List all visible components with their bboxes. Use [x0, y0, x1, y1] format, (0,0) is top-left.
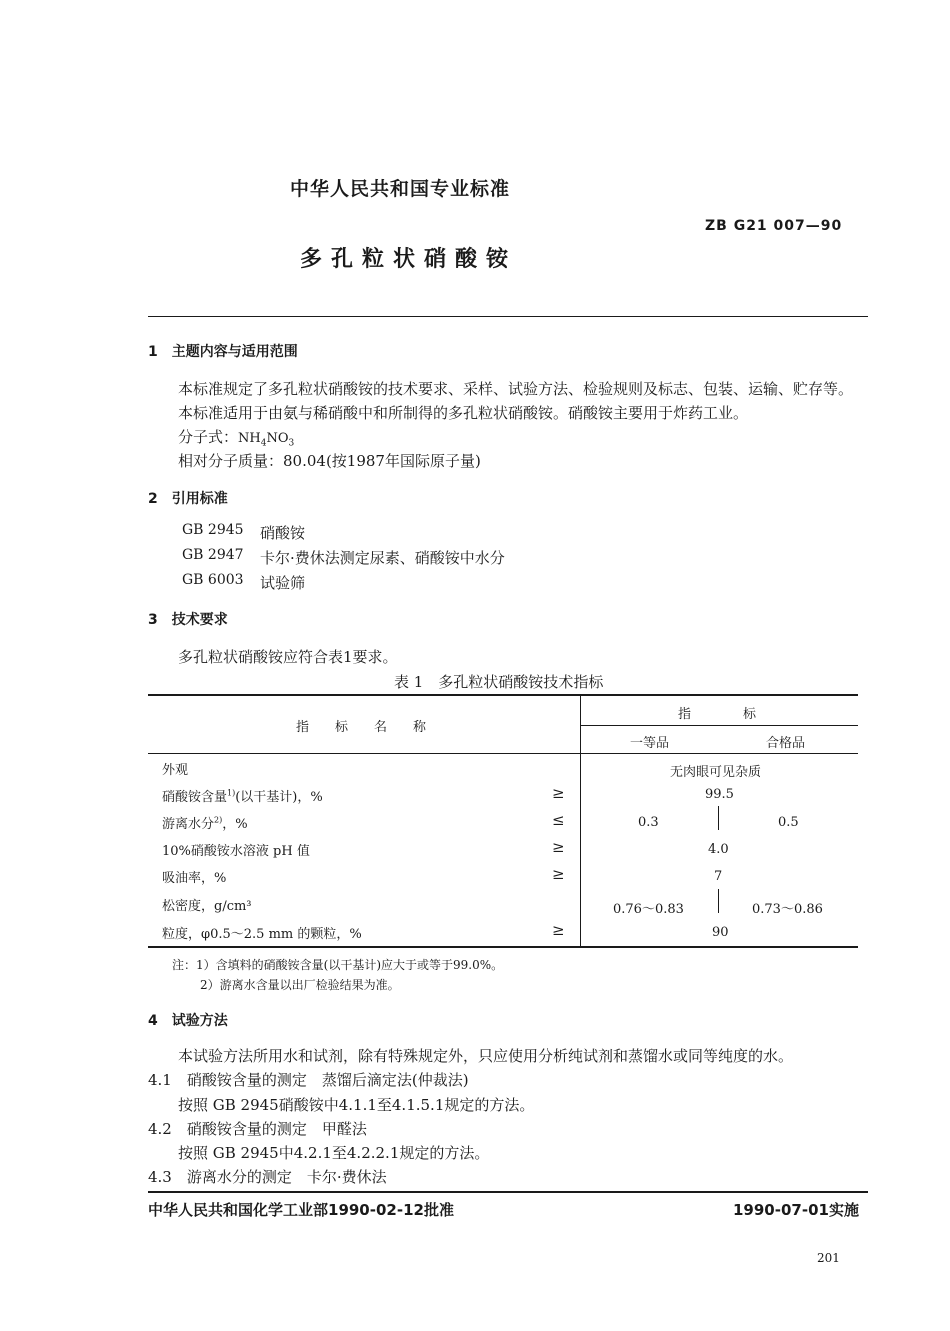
column-header-index: 指 标	[678, 707, 757, 722]
subsection-4-1-heading: 4.1 硝酸铵含量的测定 蒸馏后滴定法(仲裁法)	[148, 1071, 469, 1089]
column-header-grade-2: 合格品	[766, 736, 806, 751]
subsection-4-1-body: 按照 GB 2945硝酸铵中4.1.1至4.1.5.1规定的方法。	[178, 1096, 535, 1114]
molecular-formula-line	[178, 426, 294, 449]
table-caption: 表 1 多孔粒状硝酸铵技术指标	[394, 673, 604, 691]
section-1-para-1: 本标准规定了多孔粒状硝酸铵的技术要求、采样、试验方法、检验规则及标志、包装、运输、贮存等。	[178, 380, 854, 398]
table-row-symbol: ≥	[552, 784, 565, 802]
footer-rule	[148, 1191, 868, 1193]
subsection-4-2-body: 按照 GB 2945中4.2.1至4.2.2.1规定的方法。	[178, 1144, 490, 1162]
table-note-1: 注：1）含填料的硝酸铵含量(以干基计)应大于或等于99.0%。	[172, 958, 504, 972]
standard-code: ZB G21 007—90	[705, 218, 843, 234]
table-row-value-merged: 90	[712, 925, 729, 940]
formula-value: $NH_4NO_3$	[238, 431, 295, 449]
table-row-symbol: ≥	[552, 865, 565, 883]
table-row-name: 硝酸铵含量$^{1)}$(以干基计)，%	[162, 788, 323, 805]
table-row-symbol: ≥	[552, 921, 565, 939]
document-title: 多孔粒状硝酸铵	[300, 247, 518, 272]
column-header-grade-1: 一等品	[630, 736, 670, 751]
ref-title: 卡尔·费休法测定尿素、硝酸铵中水分	[260, 549, 505, 567]
table-vertical-rule	[580, 694, 581, 946]
table-bottom-rule	[148, 946, 858, 948]
table-header-rule	[148, 753, 858, 754]
section-3-heading: 3 技术要求	[148, 612, 228, 628]
table-row-symbol: ≥	[552, 838, 565, 856]
molecular-mass: 相对分子质量：80.04(按1987年国际原子量)	[178, 452, 481, 470]
ref-code: GB 6003	[182, 572, 244, 588]
subsection-4-2-heading: 4.2 硝酸铵含量的测定 甲醛法	[148, 1120, 367, 1138]
column-header-name: 指 标 名 称	[296, 720, 427, 735]
header-rule	[148, 316, 868, 317]
table-row-value-merged: 99.5	[705, 787, 734, 802]
section-1-heading: 1 主题内容与适用范围	[148, 344, 298, 360]
table-row-value-grade-1: 0.76～0.83	[613, 902, 684, 917]
ref-title: 硝酸铵	[260, 524, 306, 542]
table-row-symbol: ≤	[552, 811, 565, 829]
table-subheader-rule	[580, 725, 858, 726]
section-3-para: 多孔粒状硝酸铵应符合表1要求。	[178, 648, 398, 666]
table-top-rule	[148, 694, 858, 696]
grade-divider	[718, 806, 719, 830]
formula-label: 分子式：	[178, 428, 239, 446]
table-row-name: 10%硝酸铵水溶液 pH 值	[162, 844, 310, 859]
effective-date: 1990-07-01实施	[733, 1201, 859, 1219]
table-row-name: 吸油率，%	[162, 871, 227, 886]
table-row-value-merged: 无肉眼可见杂质	[670, 765, 762, 780]
ref-title: 试验筛	[260, 574, 306, 592]
table-row-value-merged: 7	[714, 869, 723, 884]
ref-code: GB 2947	[182, 547, 244, 563]
table-row-value-grade-2: 0.5	[778, 815, 799, 830]
table-row-name: 松密度，g/cm³	[162, 899, 252, 914]
table-row-value-grade-1: 0.3	[638, 815, 659, 830]
grade-divider	[718, 889, 719, 913]
table-note-2: 2）游离水含量以出厂检验结果为准。	[200, 978, 400, 992]
table-row-value-merged: 4.0	[708, 842, 729, 857]
org-title: 中华人民共和国专业标准	[290, 178, 511, 200]
section-1-para-2: 本标准适用于由氨与稀硝酸中和所制得的多孔粒状硝酸铵。硝酸铵主要用于炸药工业。	[178, 404, 749, 422]
subsection-4-3-heading: 4.3 游离水分的测定 卡尔·费休法	[148, 1168, 387, 1186]
page-number: 201	[817, 1251, 840, 1265]
approval-line: 中华人民共和国化学工业部1990-02-12批准	[148, 1201, 454, 1219]
table-row-value-grade-2: 0.73～0.86	[752, 902, 823, 917]
section-4-para: 本试验方法所用水和试剂，除有特殊规定外，只应使用分析纯试剂和蒸馏水或同等纯度的水。	[178, 1047, 794, 1065]
section-4-heading: 4 试验方法	[148, 1013, 228, 1029]
table-row-name: 外观	[162, 763, 189, 778]
ref-code: GB 2945	[182, 522, 244, 538]
section-2-heading: 2 引用标准	[148, 491, 228, 507]
table-row-name: 粒度，φ0.5～2.5 mm 的颗粒，%	[162, 927, 362, 942]
table-row-name: 游离水分$^{2)}$，%	[162, 815, 248, 832]
